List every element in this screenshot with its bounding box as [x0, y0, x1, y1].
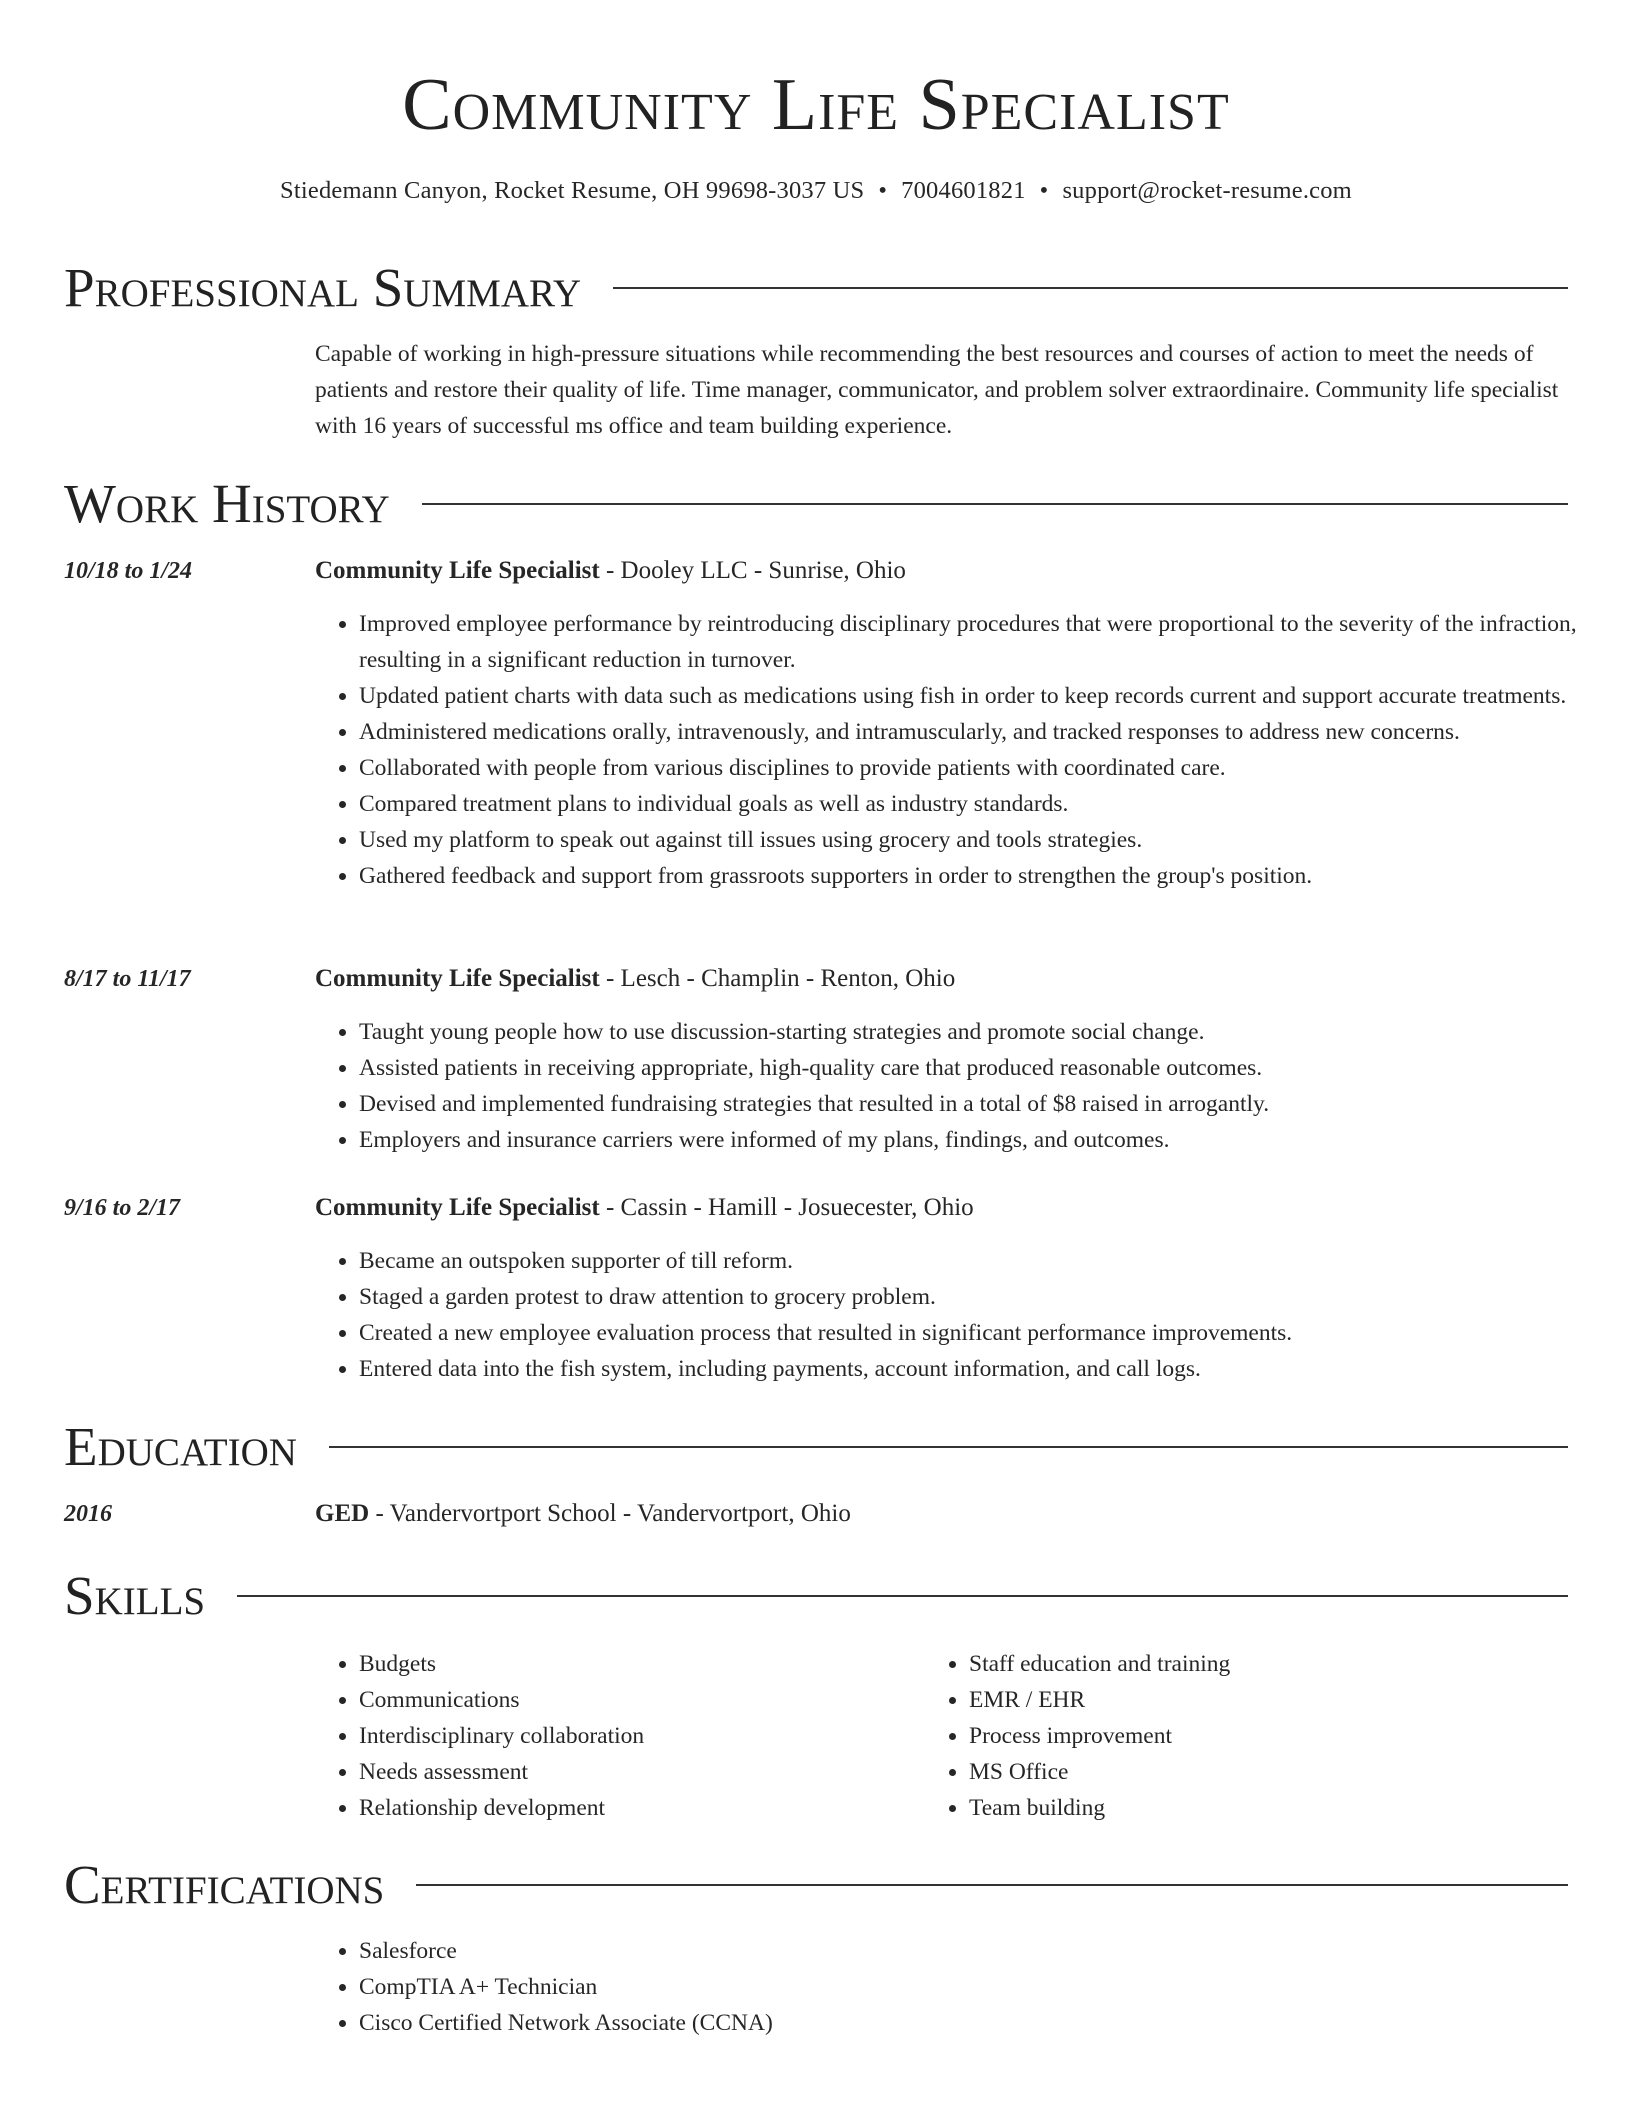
- section-header-education: [64, 1417, 1568, 1477]
- section-header-certifications: [64, 1855, 1568, 1915]
- list-item: • Salesforce: [359, 1933, 1604, 1969]
- education-heading: GED - Vandervortport School - Vandervortport, Ohio: [315, 1500, 851, 1527]
- list-item: • Administered medications orally, intravenously, and intramuscularly, and tracked responses to address new concerns.: [359, 714, 1604, 750]
- summary-text: Capable of working in high-pressure situations while recommending the best resources and courses of action to meet the needs of patients and restore their quality of life. Time manager, communicator, and problem solver extraordinaire. Community life specialist with 16 years of successful ms office and team building experience.: [315, 341, 1559, 439]
- job-bullets: [315, 1243, 1604, 1387]
- contact-phone: 7004601821: [901, 177, 1026, 204]
- section-divider: [237, 1595, 1568, 1597]
- list-item: • EMR / EHR: [969, 1682, 1632, 1718]
- list-item: • Staff education and training: [969, 1646, 1632, 1682]
- certifications-list: [315, 1933, 1604, 2041]
- job-dates: 9/16 to 2/17: [64, 1195, 181, 1221]
- job-employer-location: Cassin - Hamill - Josuecester, Ohio: [620, 1194, 974, 1221]
- job-dates: 10/18 to 1/24: [64, 558, 193, 584]
- section-header-skills: [64, 1566, 1568, 1626]
- job-employer-location: Dooley LLC - Sunrise, Ohio: [620, 557, 906, 584]
- section-divider: [613, 287, 1568, 289]
- section-title: Certifications: [64, 1854, 385, 1915]
- job-heading: Community Life Specialist - Dooley LLC - Sunrise, Ohio: [315, 557, 906, 584]
- contact-separator: •: [878, 177, 888, 204]
- job-employer-location: Lesch - Champlin - Renton, Ohio: [620, 965, 956, 992]
- job-title: Community Life Specialist: [315, 965, 600, 992]
- list-item: • Became an outspoken supporter of till reform.: [359, 1243, 1604, 1279]
- job-heading: Community Life Specialist - Lesch - Champlin - Renton, Ohio: [315, 965, 956, 992]
- job-title: Community Life Specialist: [315, 1194, 600, 1221]
- list-item: • CompTIA A+ Technician: [359, 1969, 1604, 2005]
- job-title: Community Life Specialist: [315, 557, 600, 584]
- section-title: Professional Summary: [64, 257, 582, 318]
- contact-separator: •: [1039, 177, 1049, 204]
- list-item: • Needs assessment: [359, 1754, 1604, 1790]
- section-divider: [329, 1446, 1568, 1448]
- education-school-location: Vandervortport School - Vandervortport, Ohio: [389, 1500, 851, 1527]
- section-header-summary: [64, 258, 1568, 318]
- section-title: Work History: [64, 473, 390, 534]
- list-item: • Communications: [359, 1682, 1604, 1718]
- candidate-name: Community Life Specialist: [402, 64, 1230, 146]
- list-item: • MS Office: [969, 1754, 1632, 1790]
- job-dates: 8/17 to 11/17: [64, 966, 191, 992]
- education-year: 2016: [64, 1501, 112, 1527]
- job-bullets: [315, 1014, 1604, 1158]
- list-item: • Relationship development: [359, 1790, 1604, 1826]
- list-item: • Assisted patients in receiving appropriate, high-quality care that produced reasonable outcomes.: [359, 1050, 1604, 1086]
- list-item: • Cisco Certified Network Associate (CCNA): [359, 2005, 1604, 2041]
- list-item: • Updated patient charts with data such as medications using fish in order to keep records current and support accurate treatments.: [359, 678, 1604, 714]
- section-title: Education: [64, 1416, 297, 1477]
- section-divider: [422, 503, 1568, 505]
- contact-email: support@rocket-resume.com: [1062, 177, 1352, 204]
- section-header-work-history: [64, 474, 1568, 534]
- list-item: • Interdisciplinary collaboration: [359, 1718, 1604, 1754]
- list-item: • Staged a garden protest to draw attention to grocery problem.: [359, 1279, 1604, 1315]
- contact-line: [0, 176, 1632, 206]
- list-item: • Devised and implemented fundraising strategies that resulted in a total of $8 raised in arrogantly.: [359, 1086, 1604, 1122]
- list-item: • Budgets: [359, 1646, 1604, 1682]
- skills-list-right: [925, 1646, 1632, 1826]
- job-heading: Community Life Specialist - Cassin - Hamill - Josuecester, Ohio: [315, 1194, 974, 1221]
- list-item: • Compared treatment plans to individual goals as well as industry standards.: [359, 786, 1604, 822]
- list-item: • Created a new employee evaluation process that resulted in significant performance improvements.: [359, 1315, 1604, 1351]
- list-item: • Team building: [969, 1790, 1632, 1826]
- list-item: • Collaborated with people from various disciplines to provide patients with coordinated care.: [359, 750, 1604, 786]
- job-bullets: [315, 606, 1604, 894]
- list-item: • Gathered feedback and support from grassroots supporters in order to strengthen the group's position.: [359, 858, 1604, 894]
- list-item: • Process improvement: [969, 1718, 1632, 1754]
- contact-address: Stiedemann Canyon, Rocket Resume, OH 99698-3037 US: [280, 177, 865, 204]
- list-item: • Employers and insurance carriers were informed of my plans, findings, and outcomes.: [359, 1122, 1604, 1158]
- list-item: • Entered data into the fish system, including payments, account information, and call logs.: [359, 1351, 1604, 1387]
- section-divider: [416, 1884, 1568, 1886]
- list-item: • Taught young people how to use discussion-starting strategies and promote social change.: [359, 1014, 1604, 1050]
- education-degree: GED: [315, 1500, 370, 1527]
- list-item: • Improved employee performance by reintroducing disciplinary procedures that were proportional to the severity of the infraction, resulting in a significant reduction in turnover.: [359, 606, 1604, 678]
- section-title: Skills: [64, 1565, 206, 1626]
- list-item: • Used my platform to speak out against till issues using grocery and tools strategies.: [359, 822, 1604, 858]
